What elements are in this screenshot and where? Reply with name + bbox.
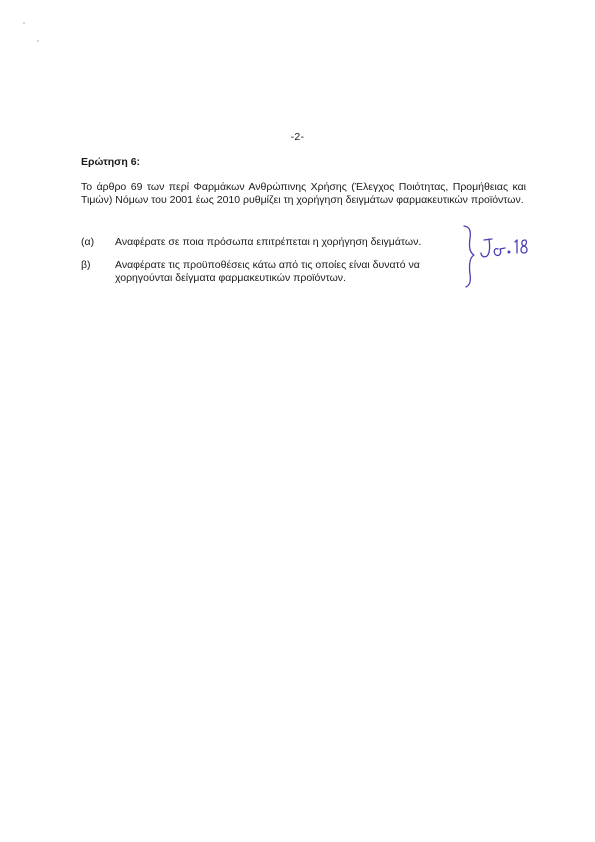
scan-speck [23,22,25,24]
sub-question-a [81,236,461,249]
page-number: -2- [290,131,305,143]
question-heading: Ερώτηση 6: [81,156,141,168]
handwritten-annotation [460,222,540,292]
sub-question-marker: (α) [81,236,95,248]
sub-question-b [81,259,461,285]
question-intro-text: Το άρθρο 69 των περί Φαρμάκων Ανθρώπινης Χρήσης (Έλεγχος Ποιότητας, Προμήθειας και Τιμών) Νόμων του 2001 έως 2010 ρυθμίζει τη χορήγηση δειγμάτων φαρμακευτικών προϊόντων. [81,181,526,206]
handwritten-bracket [464,226,474,287]
sub-question-text: Αναφέρατε τις προϋποθέσεις κάτω από τις οποίες είναι δυνατό να χορηγούνται δείγματα φαρμακευτικών προϊόντων. [115,259,420,284]
sub-question-marker: β) [81,259,91,271]
sub-question-text: Αναφέρατε σε ποια πρόσωπα επιτρέπεται η χορήγηση δειγμάτων. [115,236,422,248]
scan-speck [37,40,39,42]
